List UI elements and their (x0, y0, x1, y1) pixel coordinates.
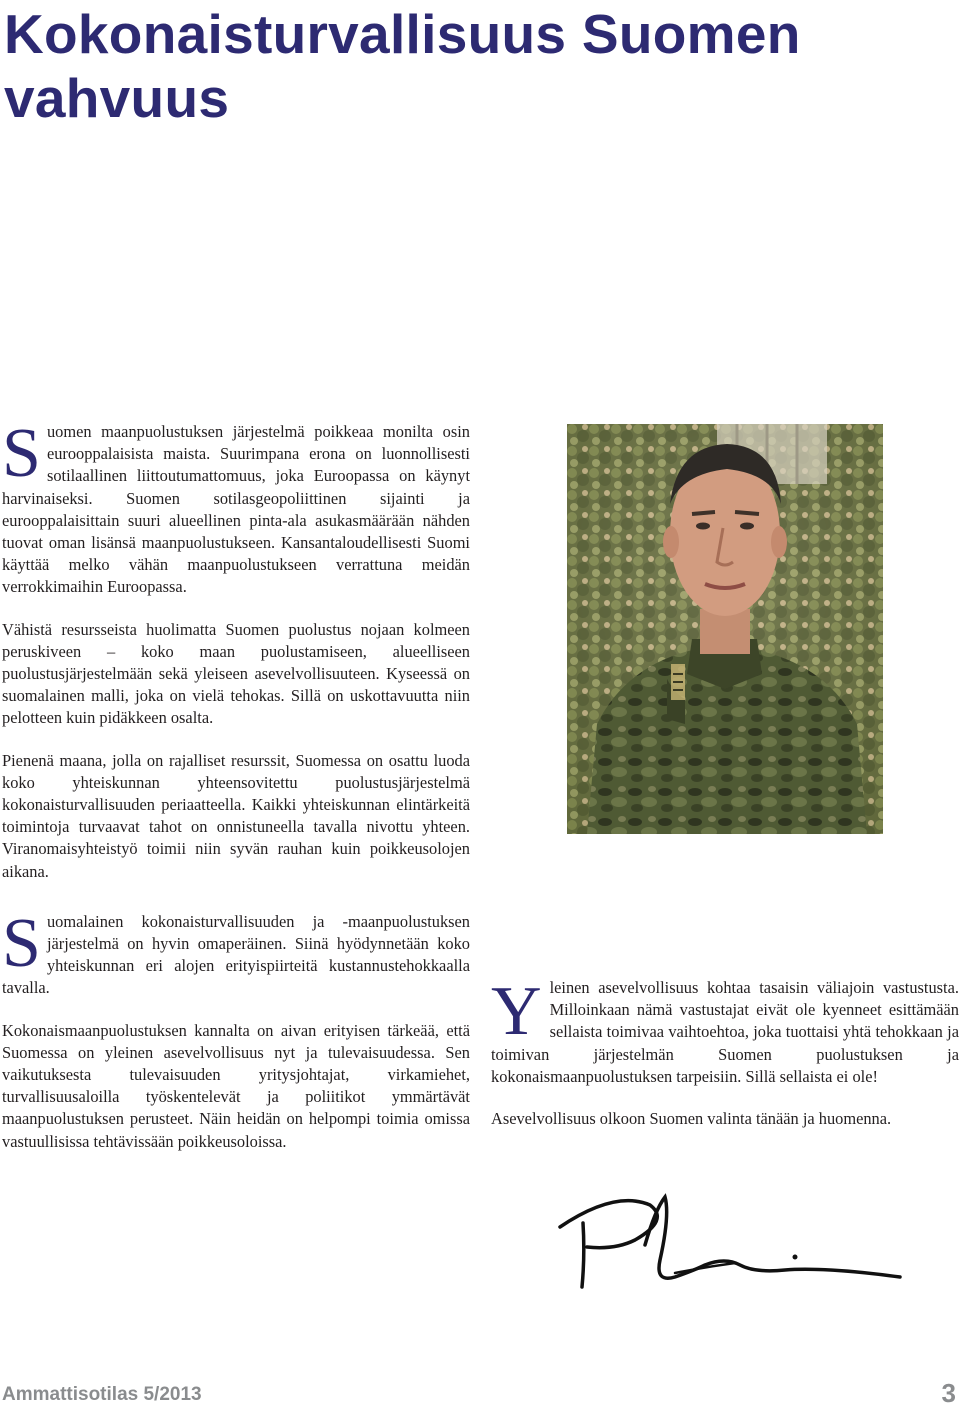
author-photo (567, 424, 883, 834)
magazine-issue: Ammattisotilas 5/2013 (2, 1384, 202, 1405)
closing-statement: Asevelvollisuus olkoon Suomen valinta tänään ja huomenna. (491, 1109, 892, 1129)
handwritten-signature (555, 1185, 915, 1300)
body-paragraph: Pienenä maana, jolla on rajalliset resurssit, Suomessa on osattu luoda koko yhteiskunnan yhteensovitettu puolustusjärjestelmä kokonaisturvallisuuden periaatteella. Kaikki yhteiskunnan elintärkeitä toimintoja turvaavat tahot on onnistuneella tavalla nivottu yhteen. Viranomaisyhteistyö toimii niin syvän rauhan kuin poikkeusolojen aikana. (2, 750, 470, 881)
portrait-illustration (567, 424, 883, 834)
drop-cap: S (2, 415, 41, 492)
drop-cap: S (2, 904, 41, 982)
body-paragraph: Kokonaismaanpuolustuksen kannalta on aivan erityisen tärkeää, että Suomessa on yleinen asevelvollisuus nyt ja tulevaisuudessa. Sen vaikutuksesta tulevaisuuden yritysjohtajat, virkamiehet, turvallisuusaloilla työskentelevät ja poliitikot ymmärtävät maanpuolustuksen perusteet. Näin heidän on helpompi toimia omissa vastuullisissa tehtävissään poikkeusoloissa. (2, 1020, 470, 1151)
right-column (491, 973, 959, 1130)
intro-paragraph-text: uomen maanpuolustuksen järjestelmä poikkeaa monilta osin eurooppalaisista maista. Suurimpana erona on luonnollisesti sotilaallinen liittoutumattomuus, joka Euroopassa on käynyt harvinaiseksi. Suomen sotilasgeopoliittinen sijainti ja eurooppalaisittain suuri alueellinen pinta-ala asukasmäärään nähden tuovat oman lisänsä maanpuolustukseen. Kansantaloudellisesti Suomi käyttää melko vähän maanpuolustukseen verrattuna meidän verrokkimaihin Euroopassa. (2, 422, 470, 597)
page-title: Kokonaisturvallisuus Suomen vahvuus (4, 3, 801, 129)
intro-paragraph (2, 415, 470, 599)
left-column (2, 415, 470, 1153)
page-number: 3 (941, 1378, 956, 1408)
body-paragraph: Vähistä resursseista huolimatta Suomen puolustus nojaan kolmeen peruskiveen – koko maan puolustamiseen, alueelliseen puolustusjärjestelmään sekä yleiseen asevelvollisuuteen. Kyseessä on suomalainen malli, joka on vielä tehokas. Sillä on uskottavuutta niin pelotteen kuin pidäkkeen osalta. (2, 619, 470, 728)
section-paragraph-text: uomalainen kokonaisturvallisuuden ja -maanpuolustuksen järjestelmä on hyvin omaperäinen. Siinä hyödynnetään koko yhteiskunnan eri alojen erityispiirteitä kustannustehokkaalla tavalla. (2, 911, 470, 998)
drop-cap: Y (491, 973, 542, 1050)
closing-paragraph-text: leinen asevelvollisuus kohtaa tasaisin väliajoin vastustusta. Milloinkaan nämä vastustajat eivät ole kyenneet esittämään sellaista toimivaa vaihtoehtoa, joka tuottaisi yhtä tehokkaan ja toimivan järjestelmän Suomen puolustuksen ja kokonaismaanpuolustuksen tarpeisiin. Sillä sellaista ei ole! (491, 978, 959, 1086)
section-paragraph (2, 904, 470, 1000)
closing-paragraph (491, 973, 959, 1088)
